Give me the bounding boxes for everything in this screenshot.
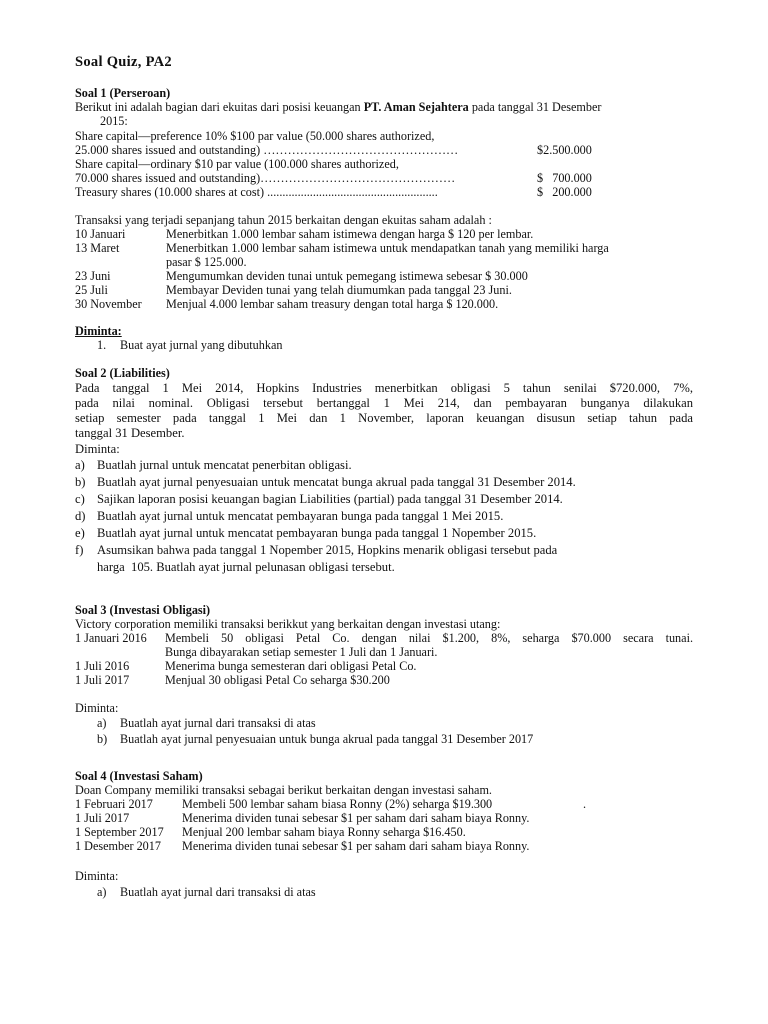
transaction-desc: Membayar Deviden tunai yang telah diumumkan pada tanggal 23 Juni. [166, 283, 512, 297]
transaction-desc: Menjual 30 obligasi Petal Co seharga $30.200 [165, 673, 390, 687]
task-text: Buatlah ayat jurnal dari transaksi di atas [120, 885, 316, 899]
soal1-trans-intro: Transaksi yang terjadi sepanjang tahun 2015 berkaitan dengan ekuitas saham adalah : [75, 213, 492, 227]
transaction-date: 1 Desember 2017 [75, 839, 161, 853]
task-marker: b) [75, 475, 86, 489]
soal4-intro: Doan Company memiliki transaksi sebagai berikut berkaitan dengan investasi saham. [75, 783, 492, 797]
transaction-desc: Menerima bunga semesteran dari obligasi Petal Co. [165, 659, 417, 673]
task-marker: c) [75, 492, 85, 506]
transaction-date: 1 Januari 2016 [75, 631, 147, 645]
transaction-date: 1 Juli 2017 [75, 811, 130, 825]
soal1-company-name: PT. Aman Sejahtera [363, 100, 469, 114]
transaction-desc: Membeli 500 lembar saham biasa Ronny (2%) seharga $19.300 [182, 797, 493, 811]
task-text: Asumsikan bahwa pada tanggal 1 Nopember 2015, Hopkins menarik obligasi tersebut pada [97, 543, 558, 557]
transaction-desc: Menerima dividen tunai sebesar $1 per saham dari saham biaya Ronny. [182, 839, 530, 853]
task-text: Buatlah ayat jurnal dari transaksi di atas [120, 716, 316, 730]
soal2-paragraph-line: setiap semester pada tanggal 1 Mei dan 1 November, laporan keuangan disusun setiap tahun pada [75, 411, 693, 425]
task-text: Buat ayat jurnal yang dibutuhkan [120, 338, 283, 352]
transaction-date: 23 Juni [75, 269, 111, 283]
task-marker: f) [75, 543, 84, 557]
equity-line: 70.000 shares issued and outstanding)………………………………………… [75, 171, 456, 185]
soal2-paragraph-line: tanggal 31 Desember. [75, 426, 185, 440]
equity-line: Share capital—preference 10% $100 par value (50.000 shares authorized, [75, 129, 435, 143]
equity-amount: $ 700.000 [537, 171, 592, 185]
task-text: Buatlah ayat jurnal untuk mencatat pembayaran bunga pada tanggal 1 Nopember 2015. [97, 526, 537, 540]
equity-line: Share capital—ordinary $10 par value (100.000 shares authorized, [75, 157, 399, 171]
soal1-intro-text-2: pada tanggal 31 Desember [468, 100, 602, 114]
task-text: Buatlah ayat jurnal penyesuaian untuk bunga akrual pada tanggal 31 Desember 2017 [120, 732, 534, 746]
task-marker: a) [75, 458, 85, 472]
soal2-heading: Soal 2 (Liabilities) [75, 366, 170, 380]
transaction-desc: pasar $ 125.000. [166, 255, 247, 269]
soal1-intro-text: Berikut ini adalah bagian dari ekuitas dari posisi keuangan [75, 100, 364, 114]
transaction-desc: Membeli 50 obligasi Petal Co. dengan nilai $1.200, 8%, seharga $70.000 secara tunai. [165, 631, 693, 645]
transaction-desc: Menerbitkan 1.000 lembar saham istimewa dengan harga $ 120 per lembar. [166, 227, 534, 241]
soal1-diminta: Diminta: [75, 324, 122, 338]
transaction-tail: . [583, 797, 587, 811]
task-text: Sajikan laporan posisi keuangan bagian Liabilities (partial) pada tanggal 31 Desember 2014. [97, 492, 563, 506]
transaction-date: 10 Januari [75, 227, 126, 241]
transaction-date: 25 Juli [75, 283, 108, 297]
equity-amount: $2.500.000 [537, 143, 592, 157]
task-marker: 1. [97, 338, 107, 352]
transaction-desc: Menjual 4.000 lembar saham treasury dengan total harga $ 120.000. [166, 297, 499, 311]
transaction-date: 13 Maret [75, 241, 120, 255]
page-title: Soal Quiz, PA2 [75, 54, 172, 70]
task-marker: e) [75, 526, 85, 540]
task-text: Buatlah ayat jurnal penyesuaian untuk mencatat bunga akrual pada tanggal 31 Desember 2014. [97, 475, 576, 489]
task-marker: a) [97, 885, 107, 899]
equity-amount: $ 200.000 [537, 185, 592, 199]
task-text: Buatlah ayat jurnal untuk mencatat pembayaran bunga pada tanggal 1 Mei 2015. [97, 509, 504, 523]
soal1-intro [75, 100, 601, 114]
transaction-desc: Mengumumkan deviden tunai untuk pemegang istimewa sebesar $ 30.000 [166, 269, 528, 283]
task-marker: a) [97, 716, 107, 730]
equity-line: Treasury shares (10.000 shares at cost) ........................................................ [75, 185, 438, 199]
soal3-intro: Victory corporation memiliki transaksi berikkut yang berkaitan dengan investasi utang: [75, 617, 501, 631]
soal4-heading: Soal 4 (Investasi Saham) [75, 769, 203, 783]
transaction-desc: Menerbitkan 1.000 lembar saham istimewa untuk mendapatkan tanah yang memiliki harga [166, 241, 609, 255]
transaction-date: 1 Juli 2016 [75, 659, 130, 673]
soal4-diminta: Diminta: [75, 869, 119, 883]
task-marker: b) [97, 732, 108, 746]
transaction-date: 1 September 2017 [75, 825, 164, 839]
soal3-diminta: Diminta: [75, 701, 119, 715]
soal1-heading: Soal 1 (Perseroan) [75, 86, 171, 100]
task-marker: d) [75, 509, 86, 523]
transaction-date: 1 Juli 2017 [75, 673, 130, 687]
task-text: harga 105. Buatlah ayat jurnal pelunasan obligasi tersebut. [97, 560, 395, 574]
transaction-desc: Menjual 200 lembar saham biaya Ronny seharga $16.450. [182, 825, 466, 839]
soal3-heading: Soal 3 (Investasi Obligasi) [75, 603, 211, 617]
transaction-date: 1 Februari 2017 [75, 797, 153, 811]
transaction-desc: Bunga dibayarakan setiap semester 1 Juli dan 1 Januari. [165, 645, 438, 659]
equity-line: 25.000 shares issued and outstanding) ………………………………………… [75, 143, 459, 157]
soal2-paragraph-line: pada nilai nominal. Obligasi tersebut bertanggal 1 Mei 214, dan pembayaran bunganya dilakukan [75, 396, 693, 410]
soal2-diminta: Diminta: [75, 442, 120, 456]
soal2-paragraph-line: Pada tanggal 1 Mei 2014, Hopkins Industries menerbitkan obligasi 5 tahun senilai $720.000, 7%, [75, 381, 693, 395]
soal1-intro-year: 2015: [100, 114, 128, 128]
transaction-date: 30 November [75, 297, 142, 311]
task-text: Buatlah jurnal untuk mencatat penerbitan obligasi. [97, 458, 352, 472]
transaction-desc: Menerima dividen tunai sebesar $1 per saham dari saham biaya Ronny. [182, 811, 530, 825]
